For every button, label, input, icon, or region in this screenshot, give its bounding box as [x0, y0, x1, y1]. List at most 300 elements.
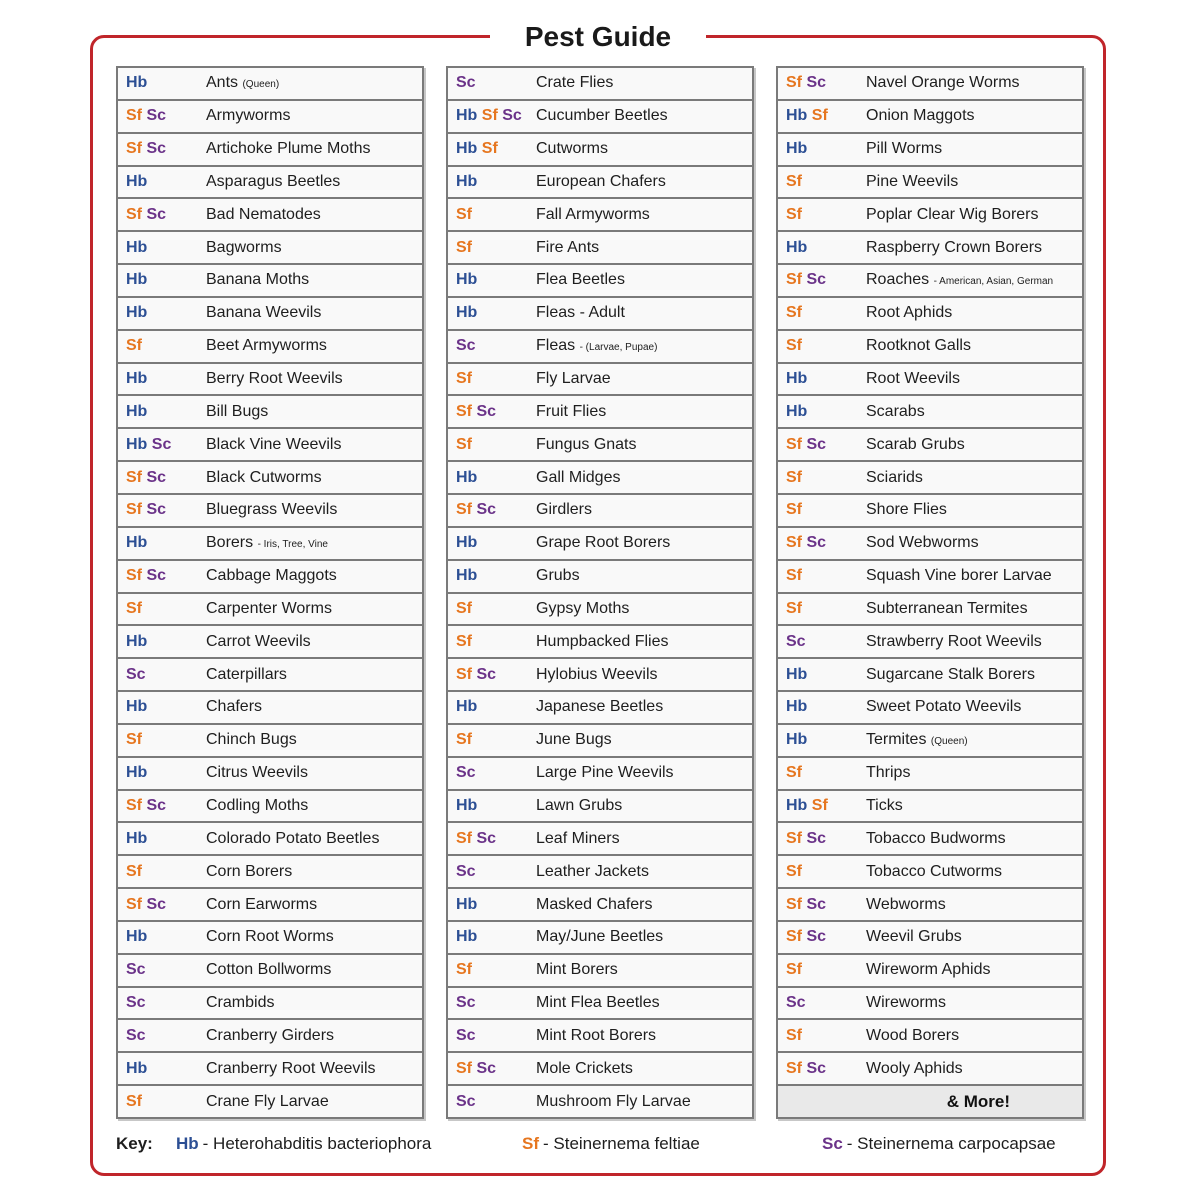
table-row	[776, 624, 1084, 659]
pest-name	[866, 370, 960, 388]
table-row	[116, 132, 424, 167]
species-code-sf: Sf	[786, 205, 802, 223]
species-codes	[118, 698, 206, 716]
pest-name	[536, 501, 592, 519]
species-code-sf: Sf	[786, 534, 802, 552]
species-codes	[448, 469, 536, 487]
pest-name	[536, 1027, 656, 1045]
species-codes	[448, 206, 536, 224]
pest-name-text: Cabbage Maggots	[206, 567, 337, 585]
species-codes	[778, 830, 866, 848]
pest-name-text: Leaf Miners	[536, 829, 620, 847]
table-row	[116, 789, 424, 824]
pest-name	[536, 961, 618, 979]
table-row	[776, 821, 1084, 856]
pest-name	[536, 173, 666, 191]
pest-name	[206, 304, 321, 322]
pest-name-text: Black Cutworms	[206, 468, 322, 486]
table-row	[116, 657, 424, 692]
species-codes	[448, 928, 536, 946]
species-code-sf: Sf	[811, 796, 828, 814]
species-codes	[448, 271, 536, 289]
pest-name	[536, 370, 611, 388]
pest-name-text: Squash Vine borer Larvae	[866, 567, 1052, 585]
species-code-sf: Sf	[126, 731, 142, 749]
species-code-sf: Sf	[126, 107, 142, 125]
table-row	[776, 66, 1084, 101]
pest-name-text: Fleas - Adult	[536, 304, 625, 322]
pest-name-text: Humpbacked Flies	[536, 632, 669, 650]
pest-name-text: European Chafers	[536, 172, 666, 190]
table-row	[776, 920, 1084, 955]
species-code-hb: Hb	[786, 140, 808, 158]
species-codes	[118, 666, 206, 684]
species-code-sc: Sc	[126, 1026, 146, 1044]
pest-name-text: Termites	[866, 731, 927, 749]
species-codes	[778, 567, 866, 585]
pest-name	[866, 896, 946, 914]
table-row	[116, 920, 424, 955]
pest-name	[536, 666, 658, 684]
table-row	[116, 953, 424, 988]
species-codes	[778, 534, 866, 552]
species-codes	[448, 896, 536, 914]
species-codes	[448, 633, 536, 651]
species-codes	[448, 567, 536, 585]
species-code-sf: Sf	[126, 862, 142, 880]
species-code-sc: Sc	[476, 1059, 497, 1077]
table-row	[446, 329, 754, 364]
pest-name-text: Weevil Grubs	[866, 928, 962, 946]
table-row	[776, 165, 1084, 200]
table-row	[446, 690, 754, 725]
species-codes	[778, 698, 866, 716]
species-code-sf: Sf	[456, 435, 472, 453]
species-code-sc: Sc	[806, 74, 827, 92]
pest-name-text: Sugarcane Stalk Borers	[866, 665, 1035, 683]
species-codes	[118, 1060, 206, 1078]
pest-name-text: Subterranean Termites	[866, 599, 1028, 617]
pest-name-text: Grubs	[536, 567, 580, 585]
pest-name-text: Mole Crickets	[536, 1059, 633, 1077]
pest-name-text: Lawn Grubs	[536, 796, 623, 814]
pest-name-text: Rootknot Galls	[866, 337, 971, 355]
species-code-sf: Sf	[456, 402, 472, 420]
pest-name	[866, 764, 910, 782]
pest-name-text: Tobacco Cutworms	[866, 862, 1003, 880]
species-code-sf: Sf	[126, 796, 142, 814]
species-codes	[118, 633, 206, 651]
species-code-sf: Sf	[786, 1026, 802, 1044]
species-codes	[118, 107, 206, 125]
table-row	[776, 723, 1084, 758]
species-codes	[118, 1027, 206, 1045]
species-codes	[778, 271, 866, 289]
pest-name-text: Cranberry Girders	[206, 1026, 335, 1044]
table-row	[776, 427, 1084, 462]
pest-name	[536, 206, 650, 224]
species-codes	[118, 501, 206, 519]
species-code-hb: Hb	[786, 665, 808, 683]
pest-name	[206, 698, 262, 716]
species-codes	[118, 534, 206, 552]
species-code-hb: Hb	[456, 796, 478, 814]
species-codes	[118, 304, 206, 322]
pest-name	[866, 469, 923, 487]
pest-name-text: Sod Webworms	[866, 534, 979, 552]
species-codes	[448, 337, 536, 355]
table-row	[446, 230, 754, 265]
table-row	[116, 230, 424, 265]
pest-name	[206, 1093, 329, 1111]
species-codes	[118, 863, 206, 881]
species-code-sf: Sf	[786, 567, 802, 585]
species-codes	[448, 1093, 536, 1111]
species-code-sc: Sc	[456, 862, 476, 880]
pest-name	[536, 436, 637, 454]
table-row	[446, 920, 754, 955]
species-code-sf: Sf	[126, 1092, 142, 1110]
species-codes	[448, 863, 536, 881]
species-code-sc: Sc	[146, 468, 167, 486]
page-title: Pest Guide	[490, 16, 706, 58]
pest-name	[536, 74, 613, 92]
species-code-sf: Sf	[786, 764, 802, 782]
species-code-sf: Sf	[811, 107, 828, 125]
species-codes	[778, 666, 866, 684]
species-codes	[118, 928, 206, 946]
species-codes	[778, 633, 866, 651]
pest-name	[206, 206, 321, 224]
species-codes	[118, 567, 206, 585]
species-code-sc: Sc	[476, 665, 497, 683]
pest-name	[866, 436, 965, 454]
pest-name	[536, 1060, 633, 1078]
pest-name-text: Mint Root Borers	[536, 1026, 657, 1044]
pest-name	[536, 140, 608, 158]
species-code-sc: Sc	[456, 1092, 476, 1110]
table-row	[446, 592, 754, 627]
pest-name-text: Bad Nematodes	[206, 205, 321, 223]
pest-name	[206, 863, 292, 881]
species-codes	[778, 600, 866, 618]
table-row	[116, 624, 424, 659]
pest-note: - Iris, Tree, Vine	[257, 539, 328, 551]
pest-name	[536, 797, 622, 815]
species-code-hb: Hb	[126, 632, 148, 650]
species-code-hb: Hb	[126, 698, 148, 716]
pest-name	[866, 74, 1020, 92]
species-codes	[118, 271, 206, 289]
species-codes	[448, 501, 536, 519]
key-code: Hb	[176, 1134, 199, 1153]
species-code-sf: Sf	[786, 74, 802, 92]
table-row	[116, 756, 424, 791]
table-row	[446, 953, 754, 988]
pest-name	[536, 107, 668, 125]
table-row	[116, 329, 424, 364]
pest-name	[206, 830, 379, 848]
table-row	[776, 887, 1084, 922]
pest-name	[206, 797, 308, 815]
table-row	[776, 329, 1084, 364]
species-codes	[448, 1027, 536, 1045]
pest-name	[536, 698, 663, 716]
more-label: & More!	[946, 1091, 1010, 1111]
pest-name-text: Corn Root Worms	[206, 928, 334, 946]
pest-name	[866, 304, 952, 322]
table-row	[116, 690, 424, 725]
species-code-sc: Sc	[502, 107, 522, 125]
table-row	[116, 723, 424, 758]
table-row	[446, 1018, 754, 1053]
table-row	[116, 165, 424, 200]
species-code-sf: Sf	[126, 468, 142, 486]
pest-name-text: Scarabs	[866, 402, 925, 420]
pest-name-text: Mint Flea Beetles	[536, 994, 660, 1012]
pest-name	[206, 994, 274, 1012]
pest-name-text: Fire Ants	[536, 238, 600, 256]
pest-name-text: Flea Beetles	[536, 271, 625, 289]
pest-name	[866, 567, 1052, 585]
pest-name	[206, 140, 371, 158]
species-codes	[778, 403, 866, 421]
table-row	[776, 657, 1084, 692]
pest-name	[206, 633, 311, 651]
species-codes	[448, 173, 536, 191]
pest-name-text: Onion Maggots	[866, 107, 975, 125]
pest-name-text: Ants	[206, 74, 239, 92]
species-code-sf: Sf	[126, 567, 142, 585]
pest-name	[866, 403, 925, 421]
species-codes	[448, 74, 536, 92]
species-code-hb: Hb	[786, 238, 808, 256]
pest-name-text: Corn Earworms	[206, 895, 318, 913]
species-code-hb: Hb	[126, 74, 148, 92]
table-row	[446, 821, 754, 856]
key-text: - Steinernema feltiae	[543, 1134, 700, 1153]
species-code-sc: Sc	[786, 632, 806, 650]
pest-name-text: Crambids	[206, 994, 275, 1012]
species-codes	[448, 797, 536, 815]
table-row	[776, 986, 1084, 1021]
pest-name-text: Mint Borers	[536, 961, 618, 979]
species-codes	[778, 961, 866, 979]
pest-name-text: Cutworms	[536, 140, 609, 158]
table-row	[776, 132, 1084, 167]
species-codes	[448, 534, 536, 552]
pest-name-text: Girdlers	[536, 501, 593, 519]
species-code-sf: Sf	[456, 1059, 472, 1077]
pest-name	[866, 600, 1028, 618]
pest-name	[866, 140, 942, 158]
pest-name-text: Scarab Grubs	[866, 435, 965, 453]
table-row	[116, 493, 424, 528]
pest-name-text: Pine Weevils	[866, 172, 959, 190]
pest-name	[536, 863, 649, 881]
species-codes	[778, 797, 866, 815]
species-codes	[118, 764, 206, 782]
species-code-sf: Sf	[126, 205, 142, 223]
species-codes	[778, 239, 866, 257]
pest-name-text: Cranberry Root Weevils	[206, 1059, 376, 1077]
table-row	[446, 789, 754, 824]
species-code-hb: Hb	[456, 107, 478, 125]
species-codes	[118, 830, 206, 848]
species-code-hb: Hb	[456, 304, 478, 322]
species-code-sf: Sf	[456, 731, 472, 749]
pest-name-text: Strawberry Root Weevils	[866, 632, 1042, 650]
species-code-hb: Hb	[456, 567, 478, 585]
table-row	[446, 460, 754, 495]
pest-name	[866, 698, 1021, 716]
species-code-sf: Sf	[456, 370, 472, 388]
key-code: Sf	[522, 1134, 539, 1153]
pest-name-text: Sweet Potato Weevils	[866, 698, 1022, 716]
species-code-sc: Sc	[806, 1059, 827, 1077]
table-row	[116, 821, 424, 856]
species-codes	[778, 370, 866, 388]
pest-name-text: Gall Midges	[536, 468, 621, 486]
pest-name	[536, 994, 660, 1012]
species-code-hb: Hb	[126, 534, 148, 552]
table-row	[776, 197, 1084, 232]
species-code-hb: Hb	[126, 764, 148, 782]
table-row	[446, 526, 754, 561]
species-code-hb: Hb	[456, 140, 478, 158]
pest-name-text: Berry Root Weevils	[206, 370, 343, 388]
pest-name	[866, 107, 975, 125]
pest-name-text: Bluegrass Weevils	[206, 501, 338, 519]
species-code-sf: Sf	[786, 468, 802, 486]
pest-name-text: May/June Beetles	[536, 928, 664, 946]
pest-name	[536, 239, 599, 257]
species-codes	[448, 764, 536, 782]
pest-column-1	[116, 66, 424, 1119]
table-row	[116, 1018, 424, 1053]
table-row	[776, 296, 1084, 331]
table-row	[116, 1051, 424, 1086]
table-row	[776, 690, 1084, 725]
pest-name-text: Webworms	[866, 895, 946, 913]
species-codes	[118, 994, 206, 1012]
pest-name-text: Citrus Weevils	[206, 764, 308, 782]
pest-name-text: Raspberry Crown Borers	[866, 238, 1043, 256]
pest-name	[536, 403, 606, 421]
table-row	[776, 99, 1084, 134]
species-codes	[778, 206, 866, 224]
species-codes	[778, 731, 866, 749]
table-row	[446, 887, 754, 922]
pest-name	[536, 830, 620, 848]
species-code-sc: Sc	[456, 994, 476, 1012]
species-code-hb: Hb	[126, 238, 148, 256]
pest-name	[866, 731, 968, 749]
species-code-sc: Sc	[806, 435, 827, 453]
pest-name-text: Chinch Bugs	[206, 731, 297, 749]
species-code-sc: Sc	[806, 895, 827, 913]
pest-name	[536, 337, 657, 355]
species-code-sf: Sf	[786, 304, 802, 322]
species-code-sc: Sc	[456, 337, 476, 355]
pest-name	[866, 206, 1039, 224]
pest-name	[206, 239, 282, 257]
species-code-sf: Sf	[786, 829, 802, 847]
table-row	[776, 592, 1084, 627]
pest-name	[206, 731, 297, 749]
pest-name-text: Japanese Beetles	[536, 698, 664, 716]
pest-name-text: Sciarids	[866, 468, 923, 486]
pest-name-text: June Bugs	[536, 731, 612, 749]
pest-name	[536, 764, 674, 782]
species-code-sc: Sc	[456, 74, 476, 92]
table-row	[446, 99, 754, 134]
table-row	[446, 394, 754, 429]
table-row	[446, 559, 754, 594]
species-code-sc: Sc	[126, 961, 146, 979]
table-row	[116, 592, 424, 627]
pest-name-text: Wireworm Aphids	[866, 961, 991, 979]
table-row	[116, 1084, 424, 1119]
species-code-sc: Sc	[806, 829, 827, 847]
pest-name-text: Codling Moths	[206, 796, 309, 814]
species-codes	[778, 994, 866, 1012]
species-codes	[778, 304, 866, 322]
pest-name	[866, 534, 979, 552]
species-code-hb: Hb	[786, 370, 808, 388]
pest-name-text: Fungus Gnats	[536, 435, 637, 453]
species-code-sf: Sf	[786, 862, 802, 880]
species-codes	[118, 961, 206, 979]
table-row	[776, 1018, 1084, 1053]
species-codes	[448, 1060, 536, 1078]
pest-name-text: Borers	[206, 534, 254, 552]
species-code-hb: Hb	[786, 107, 808, 125]
species-codes	[778, 1060, 866, 1078]
pest-name	[866, 501, 947, 519]
pest-name-text: Banana Moths	[206, 271, 310, 289]
pest-name	[206, 173, 340, 191]
pest-name	[536, 896, 653, 914]
pest-name-text: Crane Fly Larvae	[206, 1092, 329, 1110]
table-row	[776, 493, 1084, 528]
table-row	[446, 986, 754, 1021]
pest-name-text: Wireworms	[866, 994, 946, 1012]
species-codes	[118, 173, 206, 191]
species-codes	[118, 239, 206, 257]
pest-name-text: Fruit Flies	[536, 402, 607, 420]
species-codes	[448, 666, 536, 684]
table-row	[446, 132, 754, 167]
species-code-sc: Sc	[806, 271, 827, 289]
species-codes	[448, 994, 536, 1012]
table-row	[116, 263, 424, 298]
table-row	[776, 559, 1084, 594]
table-row	[776, 756, 1084, 791]
species-code-sc: Sc	[151, 435, 172, 453]
table-row	[776, 789, 1084, 824]
table-row	[776, 854, 1084, 889]
species-code-sf: Sf	[126, 337, 142, 355]
species-codes	[448, 436, 536, 454]
pest-name	[866, 961, 990, 979]
table-row	[776, 263, 1084, 298]
pest-name	[866, 337, 971, 355]
species-code-hb: Hb	[126, 928, 148, 946]
key-text: - Steinernema carpocapsae	[846, 1134, 1056, 1153]
pest-name-text: Ticks	[866, 796, 903, 814]
pest-name	[866, 666, 1035, 684]
